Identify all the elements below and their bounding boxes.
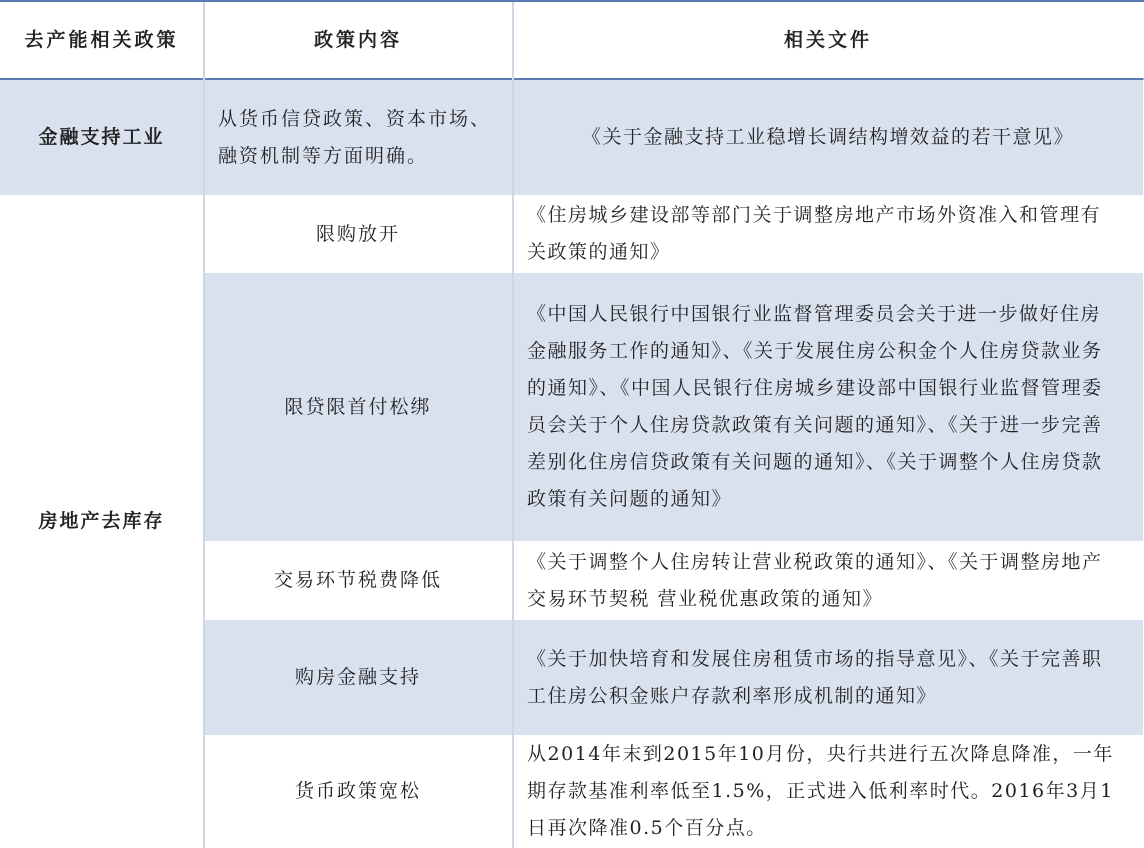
header-policy-category: 去产能相关政策 [0,2,204,80]
column-divider [512,2,514,848]
row-files-tax-reduction: 《关于调整个人住房转让营业税政策的通知》、《关于调整房地产交易环节契税 营业税优惠政策的通知》 [513,542,1144,620]
row-content-tax-reduction: 交易环节税费降低 [204,542,513,620]
row-content-housing-finance: 购房金融支持 [204,620,513,736]
row-content-monetary-easing: 货币政策宽松 [204,736,513,848]
row-files-loan-limit: 《中国人民银行中国银行业监督管理委员会关于进一步做好住房金融服务工作的通知》、《关于发展住房公积金个人住房贷款业务的通知》、《中国人民银行住房城乡建设部中国银行业监督管理委员会关于个人住房贷款政策有关问题的通知》、《关于进一步完善差别化住房信贷政策有关问题的通知》、《关于调整个人住房贷款政策有关问题的通知》 [513,273,1144,542]
header-policy-content: 政策内容 [204,2,513,80]
row-files-finance: 《关于金融支持工业稳增长调结构增效益的若干意见》 [513,80,1144,196]
row-content-finance: 从货币信贷政策、资本市场、融资机制等方面明确。 [204,80,513,196]
row-files-monetary-easing: 从2014年末到2015年10月份，央行共进行五次降息降准，一年期存款基准利率低至1.5%，正式进入低利率时代。2016年3月1日再次降准0.5个百分点。 [513,736,1144,848]
header-related-files: 相关文件 [513,2,1144,80]
row-content-loan-limit: 限贷限首付松绑 [204,273,513,542]
row-files-purchase-limit: 《住房城乡建设部等部门关于调整房地产市场外资准入和管理有关政策的通知》 [513,196,1144,273]
row-category-finance: 金融支持工业 [0,80,204,196]
row-category-real-estate: 房地产去库存 [0,196,204,848]
column-divider [203,2,205,848]
row-content-purchase-limit: 限购放开 [204,196,513,273]
row-files-housing-finance: 《关于加快培育和发展住房租赁市场的指导意见》、《关于完善职工住房公积金账户存款利率形成机制的通知》 [513,620,1144,736]
